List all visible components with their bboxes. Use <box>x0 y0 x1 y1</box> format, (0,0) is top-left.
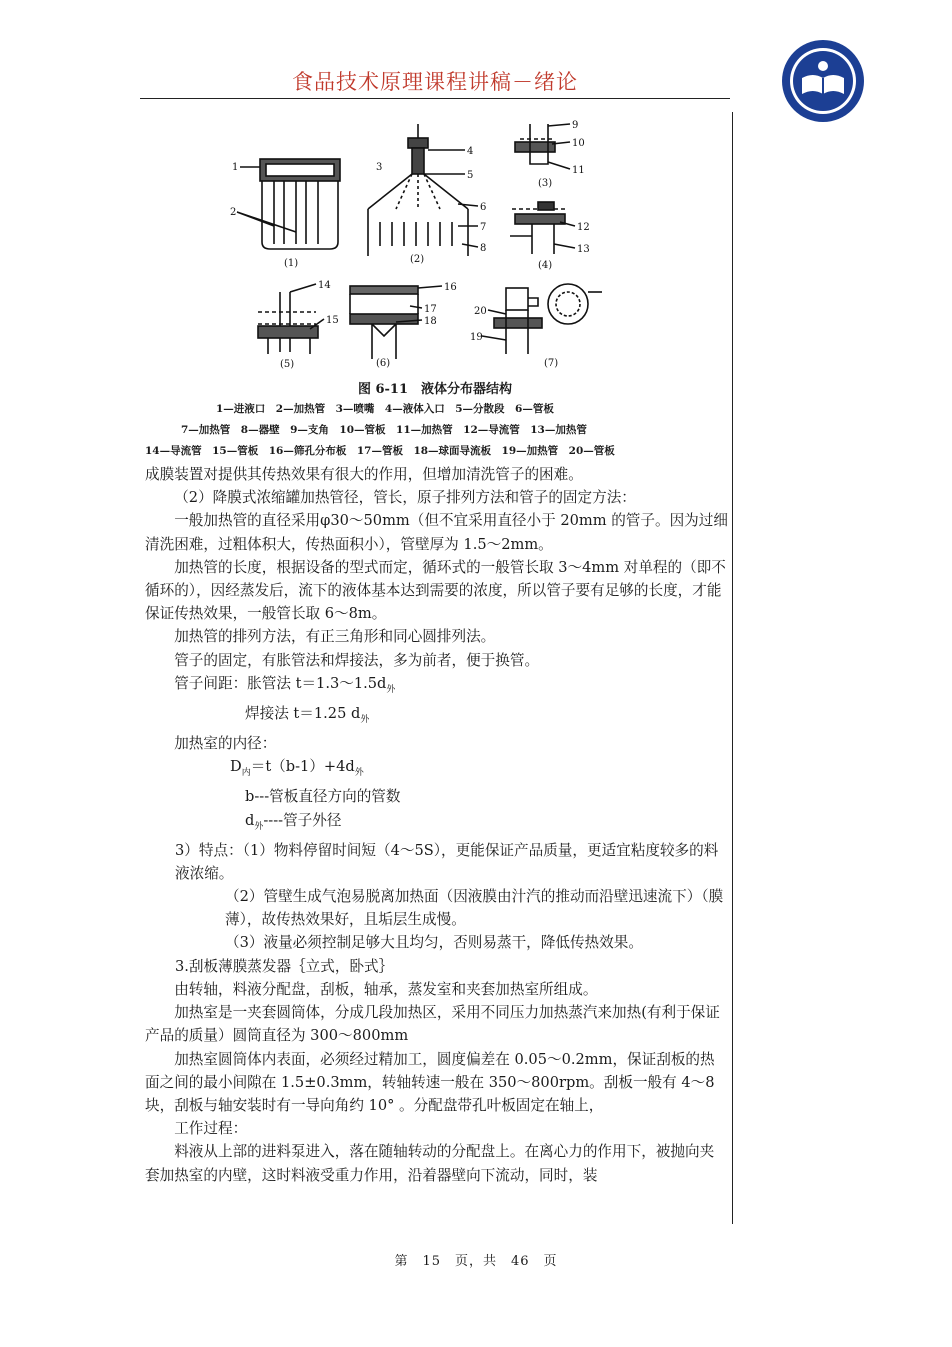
callout-17: 17 <box>424 304 437 315</box>
panel-label-7: (7) <box>544 358 559 369</box>
paragraph: （3）液量必须控制足够大且均匀，否则易蒸干，降低传热效果。 <box>225 934 643 952</box>
paragraph: 加热室的内径： <box>174 735 277 753</box>
figure-legend-line-3: 14—导流管 15—管板 16—筛孔分布板 17—管板 18—球面导流板 19—加热管 20—管板 <box>145 445 615 457</box>
callout-15: 15 <box>326 315 339 326</box>
paragraph: 管子的固定，有胀管法和焊接法，多为前者，便于换管。 <box>174 651 540 669</box>
callout-7: 7 <box>480 222 487 233</box>
callout-11: 11 <box>572 165 585 176</box>
callout-19: 19 <box>470 332 483 343</box>
diagram-panel-5 <box>258 284 324 354</box>
paragraph: 料液从上部的进料泵进入，落在随轴转动的分配盘上。在离心力的作用下，被抛向夹套加热室的内壁，这时料液受重力作用，沿着器壁向下流动，同时，装 <box>145 1143 715 1184</box>
callout-20: 20 <box>474 306 487 317</box>
callout-18: 18 <box>424 316 437 327</box>
panel-label-1: (1) <box>284 258 299 269</box>
paragraph: 加热管的排列方法，有正三角形和同心圆排列法。 <box>174 628 496 646</box>
callout-1: 1 <box>232 162 239 173</box>
diagram-panel-1 <box>237 159 340 249</box>
callout-16: 16 <box>444 282 457 293</box>
paragraph: 工作过程： <box>174 1120 248 1138</box>
callout-14: 14 <box>318 280 331 291</box>
page-header-title: 食品技术原理课程讲稿－绪论 <box>292 70 578 94</box>
formula-line: 管子间距：胀管法 $t=1.3\sim 1.5d_外$ <box>174 674 396 695</box>
formula-line: $d_外----$管子外径 <box>245 811 342 832</box>
panel-label-6: (6) <box>376 358 391 369</box>
formula-line: 焊接法 t＝1.25 $d_外$ <box>245 704 370 725</box>
header-rule <box>140 98 730 99</box>
body-text <box>145 463 728 1187</box>
paragraph: 加热管的长度，根据设备的型式而定，循环式的一般管长取 3～4mm 对单程的（即不循环的），因经蒸发后，流下的液体基本达到需要的浓度，所以管子要有足够的长度，才能保证传热效果，一般管长取 6～8m。 <box>145 558 726 623</box>
panel-label-3: (3) <box>538 178 553 189</box>
liquid-distributor-figure <box>140 114 730 414</box>
diagram-panel-4 <box>510 202 575 254</box>
callout-8: 8 <box>480 243 487 254</box>
panel-label-5: (5) <box>280 359 295 370</box>
paragraph: 3）特点：（1）物料停留时间短（4～5S），更能保证产品质量，更适宜粘度较多的料液浓缩。 <box>175 841 719 882</box>
paragraph: （2）降膜式浓缩罐加热管径，管长，原子排列方法和管子的固定方法： <box>174 489 636 507</box>
paragraph: 加热室是一夹套圆筒体，分成几段加热区，采用不同压力加热蒸汽来加热(有利于保证产品的质量）圆筒直径为 300～800mm <box>145 1004 720 1045</box>
diagram-panel-7 <box>482 284 602 354</box>
callout-2: 2 <box>230 207 237 218</box>
paragraph: （2）管壁生成气泡易脱离加热面（因液膜由汁汽的推动而沿壁迅速流下）（膜薄），故传热效果好，且垢层生成慢。 <box>225 888 724 929</box>
callout-12: 12 <box>577 222 590 233</box>
figure-legend-line-2: 7—加热管 8—器壁 9—支角 10—管板 11—加热管 12—导流管 13—加热管 <box>181 424 587 436</box>
formula-line: $D_内=t(b-1)+4d_外$ <box>230 758 364 779</box>
paragraph: 成膜装置对提供其传热效果有很大的作用，但增加清洗管子的困难。 <box>145 466 583 483</box>
paragraph: 加热室圆筒体内表面，必须经过精加工，圆度偏差在 0.05～0.2mm，保证刮板的热面之间的最小间隙在 1.5±0.3mm，转轴转速一般在 350～800rpm。刮板一般有 4～8 块，刮板与轴安装时有一导向角约 10° 。分配盘带孔叶板固定在轴上， <box>145 1050 715 1114</box>
callout-9: 9 <box>572 120 579 131</box>
diagram-panel-3 <box>515 124 570 169</box>
university-logo <box>780 38 866 124</box>
callout-6: 6 <box>480 202 487 213</box>
paragraph: 一般加热管的直径采用φ30～50mm（但不宜采用直径小于 20mm 的管子。因为过细清洗困难，过粗体积大，传热面积小），管壁厚为 1.5～2mm。 <box>145 512 728 553</box>
callout-4: 4 <box>467 146 474 157</box>
paragraph: 由转轴，料液分配盘，刮板，轴承，蒸发室和夹套加热室所组成。 <box>174 980 598 998</box>
callout-3: 3 <box>376 162 383 173</box>
panel-label-2: (2) <box>410 254 425 265</box>
callout-10: 10 <box>572 138 585 149</box>
page-footer: 第 15 页，共 46 页 <box>394 1254 558 1269</box>
right-margin-rule <box>732 112 733 1224</box>
callout-13: 13 <box>577 244 590 255</box>
panel-label-4: (4) <box>538 260 553 271</box>
figure-caption: 图 6-11 液体分布器结构 <box>357 382 513 397</box>
diagram-panel-2 <box>368 124 478 256</box>
section-heading: 3.刮板薄膜蒸发器｛立式，卧式｝ <box>175 957 394 975</box>
callout-5: 5 <box>467 170 474 181</box>
formula-line: b---管板直径方向的管数 <box>245 788 401 806</box>
figure-legend-line-1: 1—进液口 2—加热管 3—喷嘴 4—液体入口 5—分散段 6—管板 <box>216 403 554 415</box>
